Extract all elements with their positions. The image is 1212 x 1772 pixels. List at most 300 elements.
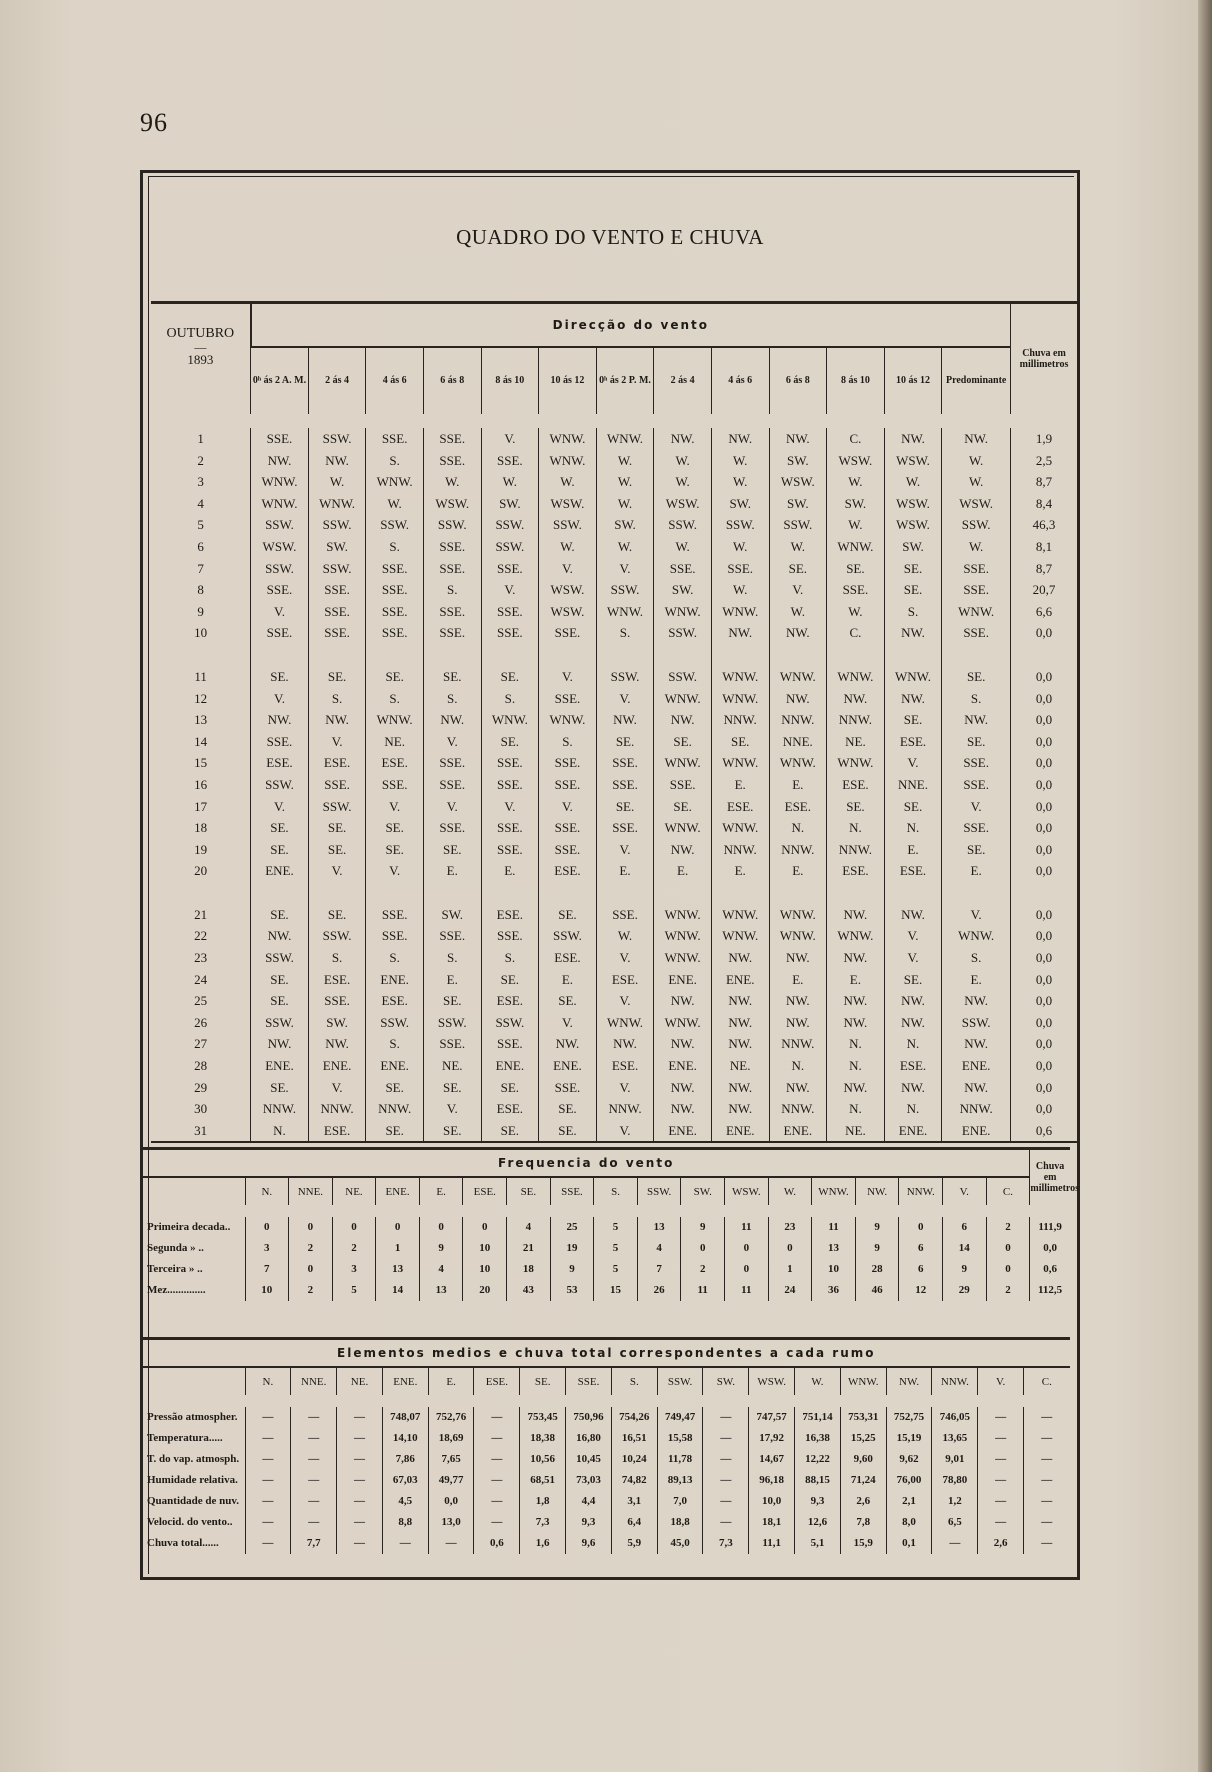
rain-cell: 0,0 — [1030, 1238, 1070, 1259]
direction-cell: NNW. — [596, 1098, 654, 1120]
direction-cell: SW. — [654, 579, 712, 601]
frequency-cell: 14 — [943, 1238, 987, 1259]
frequency-heading: Frequencia do vento — [498, 1156, 675, 1170]
direction-cell: SSE. — [423, 536, 481, 558]
direction-cell: E. — [423, 969, 481, 991]
direction-cell: SSE. — [481, 925, 539, 947]
direction-cell: V. — [884, 925, 942, 947]
table-row — [151, 817, 1077, 839]
direction-cell: V. — [539, 558, 597, 580]
direction-cell: SSE. — [251, 421, 309, 450]
direction-cell: V. — [423, 731, 481, 753]
direction-cell: C. — [827, 421, 885, 450]
direction-cell: WSW. — [539, 601, 597, 623]
direction-cell: SSW. — [481, 536, 539, 558]
table-row — [151, 774, 1077, 796]
day-cell: 26 — [194, 1014, 208, 1030]
direction-cell: SSW. — [251, 1012, 309, 1034]
direction-cell: ESE. — [366, 990, 424, 1012]
direction-cell: W. — [308, 471, 366, 493]
direction-cell: NW. — [596, 709, 654, 731]
direction-cell: NW. — [942, 421, 1011, 450]
direction-cell: SE. — [596, 796, 654, 818]
direction-cell: W. — [769, 601, 827, 623]
table-row — [143, 1211, 1070, 1238]
rain-cell: 0,0 — [1011, 688, 1077, 710]
direction-cell: WNW. — [654, 688, 712, 710]
direction-cell: WNW. — [539, 421, 597, 450]
direction-column-header: SSE. — [550, 1177, 594, 1211]
direction-cell: ESE. — [251, 752, 309, 774]
direction-column-header: N. — [245, 1177, 289, 1211]
element-cell: — — [703, 1470, 749, 1491]
element-cell: — — [291, 1491, 337, 1512]
direction-cell: W. — [539, 471, 597, 493]
direction-cell: W. — [827, 514, 885, 536]
element-cell: — — [932, 1533, 978, 1554]
frequency-cell: 46 — [855, 1280, 899, 1301]
direction-cell: ESE. — [308, 969, 366, 991]
frequency-cell: 11 — [725, 1280, 769, 1301]
element-cell: 752,75 — [886, 1401, 932, 1428]
element-cell: 96,18 — [749, 1470, 795, 1491]
frequency-cell: 10 — [463, 1238, 507, 1259]
direction-cell: SE. — [251, 904, 309, 926]
direction-cell: SSE. — [539, 688, 597, 710]
direction-cell: NW. — [769, 1077, 827, 1099]
direction-cell: NW. — [654, 1033, 712, 1055]
element-cell: 13,65 — [932, 1428, 978, 1449]
element-cell: — — [978, 1449, 1024, 1470]
frequency-cell: 2 — [681, 1259, 725, 1280]
direction-cell: SE. — [423, 1120, 481, 1143]
direction-cell: ENE. — [251, 1055, 309, 1077]
element-cell: 12,6 — [795, 1512, 841, 1533]
direction-cell: V. — [942, 796, 1011, 818]
row-label: Terceira » .. — [147, 1263, 203, 1275]
direction-cell: SSE. — [423, 774, 481, 796]
direction-cell: NW. — [827, 1077, 885, 1099]
table-row — [151, 925, 1077, 947]
direction-cell: SW. — [481, 493, 539, 515]
direction-cell: V. — [596, 1077, 654, 1099]
frequency-cell: 26 — [637, 1280, 681, 1301]
direction-cell: SSW. — [308, 925, 366, 947]
direction-cell: SSW. — [366, 514, 424, 536]
rain-cell: 0,6 — [1030, 1259, 1070, 1280]
direction-cell: NNW. — [308, 1098, 366, 1120]
direction-cell: W. — [596, 536, 654, 558]
table-row — [143, 1512, 1070, 1533]
direction-cell: ESE. — [884, 1055, 942, 1077]
rain-cell: 0,0 — [1011, 1077, 1077, 1099]
direction-column-header: NNE. — [289, 1177, 333, 1211]
direction-cell: ESE. — [539, 860, 597, 882]
direction-cell: SSE. — [481, 558, 539, 580]
direction-cell: SSW. — [481, 514, 539, 536]
direction-cell: SW. — [308, 1012, 366, 1034]
day-cell: 21 — [194, 906, 208, 922]
direction-cell: NW. — [769, 990, 827, 1012]
direction-cell: WSW. — [942, 493, 1011, 515]
element-cell: 15,9 — [840, 1533, 886, 1554]
day-cell: 25 — [194, 993, 208, 1009]
direction-column-header: NNW. — [899, 1177, 943, 1211]
direction-cell: WNW. — [654, 752, 712, 774]
direction-cell: SSE. — [308, 774, 366, 796]
frequency-cell: 0 — [681, 1238, 725, 1259]
direction-cell: V. — [596, 1120, 654, 1143]
direction-cell: SSE. — [942, 579, 1011, 601]
frequency-cell: 0 — [419, 1211, 463, 1238]
direction-cell: SE. — [711, 731, 769, 753]
table-row — [151, 990, 1077, 1012]
direction-cell: WNW. — [711, 904, 769, 926]
direction-cell: SSE. — [539, 1077, 597, 1099]
direction-cell: SSW. — [251, 947, 309, 969]
page-number: 96 — [140, 108, 168, 137]
direction-cell: WNW. — [366, 709, 424, 731]
element-cell: — — [245, 1533, 291, 1554]
direction-cell: ESE. — [827, 860, 885, 882]
direction-cell: W. — [942, 450, 1011, 472]
direction-cell: W. — [596, 493, 654, 515]
direction-cell: V. — [769, 579, 827, 601]
direction-column-header: ESE. — [463, 1177, 507, 1211]
element-cell: 7,8 — [840, 1512, 886, 1533]
direction-cell: S. — [942, 947, 1011, 969]
direction-cell: WSW. — [654, 493, 712, 515]
direction-cell: WNW. — [251, 493, 309, 515]
direction-cell: SE. — [308, 839, 366, 861]
table-row — [143, 1428, 1070, 1449]
element-cell: — — [703, 1449, 749, 1470]
direction-cell: SSE. — [942, 622, 1011, 644]
hour-column-header: Predominante — [942, 347, 1011, 421]
frequency-cell: 9 — [550, 1259, 594, 1280]
table-row — [151, 904, 1077, 926]
direction-cell: E. — [481, 860, 539, 882]
rain-cell: 111,9 — [1030, 1211, 1070, 1238]
direction-cell: WNW. — [539, 709, 597, 731]
day-cell: 8 — [197, 582, 204, 598]
hour-column-header: 2 ás 4 — [308, 347, 366, 421]
element-cell: — — [978, 1401, 1024, 1428]
element-cell: — — [428, 1533, 474, 1554]
direction-cell: WNW. — [827, 666, 885, 688]
element-cell: 78,80 — [932, 1470, 978, 1491]
header-blank — [143, 1367, 245, 1401]
element-cell: — — [474, 1491, 520, 1512]
frequency-cell: 21 — [507, 1238, 551, 1259]
direction-cell: ENE. — [654, 1120, 712, 1143]
frequency-cell: 0 — [376, 1211, 420, 1238]
direction-cell: NE. — [827, 1120, 885, 1143]
rain-cell: 0,6 — [1011, 1120, 1077, 1143]
direction-cell: W. — [423, 471, 481, 493]
direction-cell: NW. — [942, 990, 1011, 1012]
table-row — [143, 1470, 1070, 1491]
frequency-cell: 15 — [594, 1280, 638, 1301]
direction-cell: SSE. — [308, 579, 366, 601]
direction-cell: NW. — [711, 947, 769, 969]
direction-cell: SSE. — [539, 752, 597, 774]
direction-cell: SE. — [884, 579, 942, 601]
direction-cell: NW. — [884, 1077, 942, 1099]
direction-cell: SW. — [884, 536, 942, 558]
direction-cell: SSE. — [481, 752, 539, 774]
direction-cell: S. — [366, 536, 424, 558]
direction-cell: SE. — [308, 666, 366, 688]
wind-direction-heading: Direcção do vento — [552, 318, 710, 333]
header-blank — [143, 1177, 245, 1211]
page-edge-shadow — [1198, 0, 1212, 1772]
element-cell: 748,07 — [382, 1401, 428, 1428]
rain-cell: 6,6 — [1011, 601, 1077, 623]
direction-cell: W. — [596, 450, 654, 472]
direction-cell: E. — [539, 969, 597, 991]
element-cell: 751,14 — [795, 1401, 841, 1428]
table-row — [143, 1238, 1070, 1259]
direction-cell: SSW. — [251, 558, 309, 580]
frequency-cell: 10 — [463, 1259, 507, 1280]
direction-cell: NW. — [711, 1098, 769, 1120]
direction-column-header: W. — [768, 1177, 812, 1211]
direction-cell: E. — [423, 860, 481, 882]
element-cell: 3,1 — [611, 1491, 657, 1512]
frequency-cell: 23 — [768, 1211, 812, 1238]
direction-cell: WNW. — [827, 752, 885, 774]
element-cell: 9,6 — [566, 1533, 612, 1554]
direction-cell: V. — [596, 558, 654, 580]
direction-cell: SE. — [423, 1077, 481, 1099]
element-cell: — — [1024, 1449, 1070, 1470]
element-cell: — — [978, 1491, 1024, 1512]
direction-cell: W. — [654, 471, 712, 493]
direction-cell: SSE. — [251, 622, 309, 644]
rain-cell: 0,0 — [1011, 1055, 1077, 1077]
table-row — [151, 752, 1077, 774]
direction-column-header: WSW. — [749, 1367, 795, 1401]
element-cell: — — [291, 1449, 337, 1470]
direction-cell: ESE. — [596, 1055, 654, 1077]
rain-cell: 20,7 — [1011, 579, 1077, 601]
direction-cell: SE. — [481, 1120, 539, 1143]
table-row — [151, 969, 1077, 991]
frequency-rain-heading: Chuva em millimetros — [1030, 1161, 1080, 1194]
hour-column-header: 8 ás 10 — [481, 347, 539, 421]
direction-cell: WNW. — [654, 947, 712, 969]
table-row — [151, 622, 1077, 644]
row-label: Humidade relativa. — [147, 1474, 238, 1486]
day-cell: 10 — [194, 625, 208, 641]
direction-cell: SW. — [711, 493, 769, 515]
element-cell: 749,47 — [657, 1401, 703, 1428]
direction-cell: SSE. — [423, 622, 481, 644]
frequency-cell: 29 — [943, 1280, 987, 1301]
direction-cell: SE. — [539, 904, 597, 926]
element-cell: — — [245, 1449, 291, 1470]
direction-cell: NW. — [769, 1012, 827, 1034]
direction-cell: ESE. — [711, 796, 769, 818]
day-cell: 18 — [194, 820, 208, 836]
frequency-cell: 9 — [681, 1211, 725, 1238]
element-cell: — — [245, 1512, 291, 1533]
direction-cell: S. — [481, 688, 539, 710]
element-cell: 10,0 — [749, 1491, 795, 1512]
element-cell: 9,3 — [795, 1491, 841, 1512]
direction-cell: WSW. — [884, 493, 942, 515]
direction-cell: SE. — [423, 839, 481, 861]
element-cell: 9,60 — [840, 1449, 886, 1470]
direction-cell: SSE. — [539, 774, 597, 796]
direction-cell: SE. — [481, 1077, 539, 1099]
direction-cell: SSE. — [942, 558, 1011, 580]
frequency-cell: 4 — [637, 1238, 681, 1259]
element-cell: 2,6 — [840, 1491, 886, 1512]
direction-cell: S. — [481, 947, 539, 969]
direction-column-header: NE. — [332, 1177, 376, 1211]
direction-cell: SSE. — [423, 558, 481, 580]
row-label: Pressão atmospher. — [147, 1411, 238, 1423]
element-cell: — — [337, 1512, 383, 1533]
element-cell: — — [337, 1428, 383, 1449]
direction-cell: NW. — [711, 1077, 769, 1099]
direction-cell: WSW. — [423, 493, 481, 515]
frequency-cell: 0 — [289, 1259, 333, 1280]
rain-cell: 8,7 — [1011, 471, 1077, 493]
direction-cell: V. — [308, 731, 366, 753]
frequency-cell: 0 — [332, 1211, 376, 1238]
frequency-cell: 0 — [899, 1211, 943, 1238]
direction-cell: SSW. — [654, 514, 712, 536]
direction-cell: NW. — [654, 990, 712, 1012]
element-cell: 750,96 — [566, 1401, 612, 1428]
element-cell: 68,51 — [520, 1470, 566, 1491]
table-row — [143, 1491, 1070, 1512]
table-row — [151, 579, 1077, 601]
direction-cell: ENE. — [366, 1055, 424, 1077]
direction-cell: V. — [251, 796, 309, 818]
row-label: Primeira decada.. — [147, 1221, 231, 1233]
direction-column-header: SSW. — [657, 1367, 703, 1401]
direction-cell: NNW. — [711, 709, 769, 731]
direction-cell: E. — [769, 774, 827, 796]
direction-cell: W. — [769, 536, 827, 558]
direction-cell: V. — [539, 1012, 597, 1034]
direction-cell: NW. — [769, 947, 827, 969]
day-cell: 20 — [194, 863, 208, 879]
frequency-cell: 25 — [550, 1211, 594, 1238]
direction-cell: WNW. — [769, 752, 827, 774]
element-cell: 6,5 — [932, 1512, 978, 1533]
element-cell: 15,19 — [886, 1428, 932, 1449]
direction-cell: SE. — [942, 666, 1011, 688]
direction-cell: NE. — [711, 1055, 769, 1077]
frequency-cell: 0 — [725, 1259, 769, 1280]
frequency-cell: 6 — [943, 1211, 987, 1238]
direction-cell: S. — [884, 601, 942, 623]
row-label: Segunda » .. — [147, 1242, 204, 1254]
direction-cell: S. — [942, 688, 1011, 710]
element-cell: 2,6 — [978, 1533, 1024, 1554]
frequency-cell: 0 — [986, 1259, 1030, 1280]
direction-cell: NW. — [827, 688, 885, 710]
direction-cell: NW. — [942, 1077, 1011, 1099]
direction-cell: SE. — [251, 666, 309, 688]
element-cell: 49,77 — [428, 1470, 474, 1491]
direction-cell: SSW. — [654, 622, 712, 644]
element-cell: 1,2 — [932, 1491, 978, 1512]
year-label: 1893 — [187, 352, 214, 367]
rain-cell: 0,0 — [1011, 817, 1077, 839]
direction-cell: SSW. — [539, 925, 597, 947]
element-cell: 9,3 — [566, 1512, 612, 1533]
element-cell: — — [337, 1401, 383, 1428]
direction-cell: V. — [308, 1077, 366, 1099]
element-cell: 88,15 — [795, 1470, 841, 1491]
table-row — [151, 1120, 1077, 1143]
direction-cell: NNW. — [769, 839, 827, 861]
day-cell: 14 — [194, 733, 208, 749]
direction-cell: SSE. — [539, 622, 597, 644]
mean-elements-table — [143, 1337, 1070, 1554]
direction-cell: N. — [769, 817, 827, 839]
direction-cell: ENE. — [366, 969, 424, 991]
direction-cell: N. — [884, 1033, 942, 1055]
direction-cell: SE. — [251, 969, 309, 991]
direction-cell: SE. — [366, 666, 424, 688]
element-cell: — — [1024, 1470, 1070, 1491]
table-row — [151, 1098, 1077, 1120]
direction-cell: SSE. — [481, 1033, 539, 1055]
direction-cell: W. — [711, 579, 769, 601]
day-cell: 11 — [194, 668, 207, 684]
table-row — [143, 1280, 1070, 1301]
element-cell: 6,4 — [611, 1512, 657, 1533]
element-cell: 753,45 — [520, 1401, 566, 1428]
frequency-cell: 11 — [812, 1211, 856, 1238]
direction-cell: SSE. — [423, 925, 481, 947]
direction-cell: SSE. — [423, 817, 481, 839]
direction-cell: SSW. — [308, 796, 366, 818]
rain-cell: 2,5 — [1011, 450, 1077, 472]
direction-cell: SSE. — [251, 731, 309, 753]
rain-cell: 0,0 — [1011, 1098, 1077, 1120]
direction-cell: W. — [884, 471, 942, 493]
direction-cell: ENE. — [769, 1120, 827, 1143]
direction-column-header: W. — [795, 1367, 841, 1401]
rain-cell: 0,0 — [1011, 947, 1077, 969]
direction-cell: WNW. — [827, 925, 885, 947]
table-row — [151, 1012, 1077, 1034]
direction-column-header: NNW. — [932, 1367, 978, 1401]
direction-cell: ESE. — [596, 969, 654, 991]
table-row — [151, 514, 1077, 536]
direction-column-header: SE. — [507, 1177, 551, 1211]
direction-cell: WSW. — [884, 450, 942, 472]
direction-cell: N. — [769, 1055, 827, 1077]
month-label: OUTUBRO — [166, 326, 235, 341]
frequency-cell: 14 — [376, 1280, 420, 1301]
element-cell: — — [703, 1401, 749, 1428]
frequency-cell: 3 — [245, 1238, 289, 1259]
frequency-cell: 13 — [376, 1259, 420, 1280]
element-cell: — — [474, 1401, 520, 1428]
direction-cell: SSE. — [942, 774, 1011, 796]
direction-column-header: ENE. — [376, 1177, 420, 1211]
direction-column-header: E. — [428, 1367, 474, 1401]
